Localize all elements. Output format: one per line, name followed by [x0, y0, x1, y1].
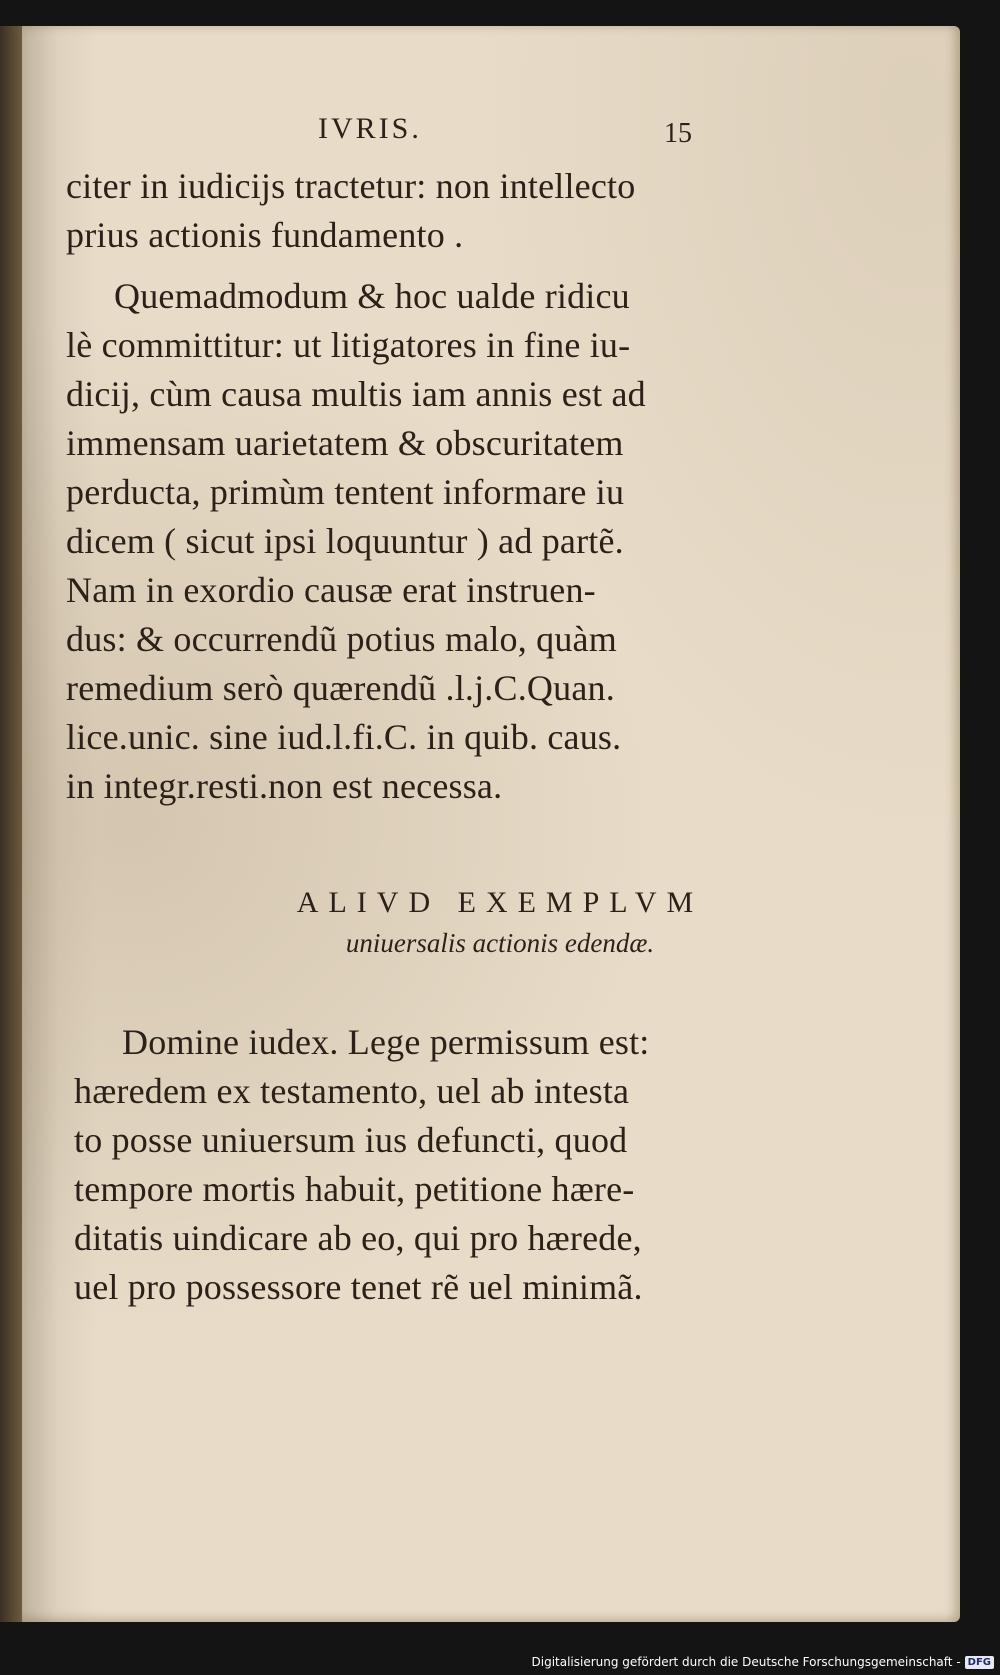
running-head: IVRIS. — [318, 112, 422, 145]
body-text-bottom — [74, 1018, 794, 1312]
text-line: lè committitur: ut litigatores in fine iu- — [66, 325, 631, 365]
text-line: in integr.resti.non est necessa. — [66, 766, 503, 806]
text-line: Nam in exordio causæ erat instruen- — [66, 570, 596, 610]
book-gutter — [0, 26, 22, 1622]
text-line: citer in iudicijs tractetur: non intellecto — [66, 166, 636, 206]
text-line: uel pro possessore tenet rẽ uel minimã. — [74, 1267, 643, 1307]
text-line: ditatis uindicare ab eo, qui pro hærede, — [74, 1218, 642, 1258]
text-line: hæredem ex testamento, uel ab intesta — [74, 1071, 630, 1111]
text-line: lice.unic. sine iud.l.fi.C. in quib. caus. — [66, 717, 622, 757]
text-line: tempore mortis habuit, petitione hære- — [74, 1169, 635, 1209]
text-line: remedium serò quærendũ .l.j.C.Quan. — [66, 668, 615, 708]
page-number: 15 — [664, 118, 692, 149]
credit-text: Digitalisierung gefördert durch die Deutsche Forschungsgemeinschaft - — [531, 1655, 961, 1669]
text-line: dicij, cùm causa multis iam annis est ad — [66, 374, 646, 414]
text-line: prius actionis fundamento . — [66, 215, 464, 255]
text-line: immensam uarietatem & obscuritatem — [66, 423, 624, 463]
digitization-credit — [532, 1655, 995, 1669]
text-line: to posse uniuersum ius defuncti, quod — [74, 1120, 628, 1160]
dfg-logo: DFG — [965, 1656, 994, 1669]
text-line: Quemadmodum & hoc ualde ridicu — [114, 276, 630, 316]
text-line: dicem ( sicut ipsi loquuntur ) ad partẽ. — [66, 521, 624, 561]
section-subheading: uniuersalis actionis edendæ. — [345, 928, 655, 958]
text-line: dus: & occurrendũ potius malo, quàm — [66, 619, 617, 659]
body-text-top — [66, 162, 766, 811]
text-line: perducta, primùm tentent informare iu — [66, 472, 625, 512]
section-heading: ALIVD EXEMPLVM — [296, 886, 704, 919]
text-line: Domine iudex. Lege permissum est: — [122, 1022, 650, 1062]
